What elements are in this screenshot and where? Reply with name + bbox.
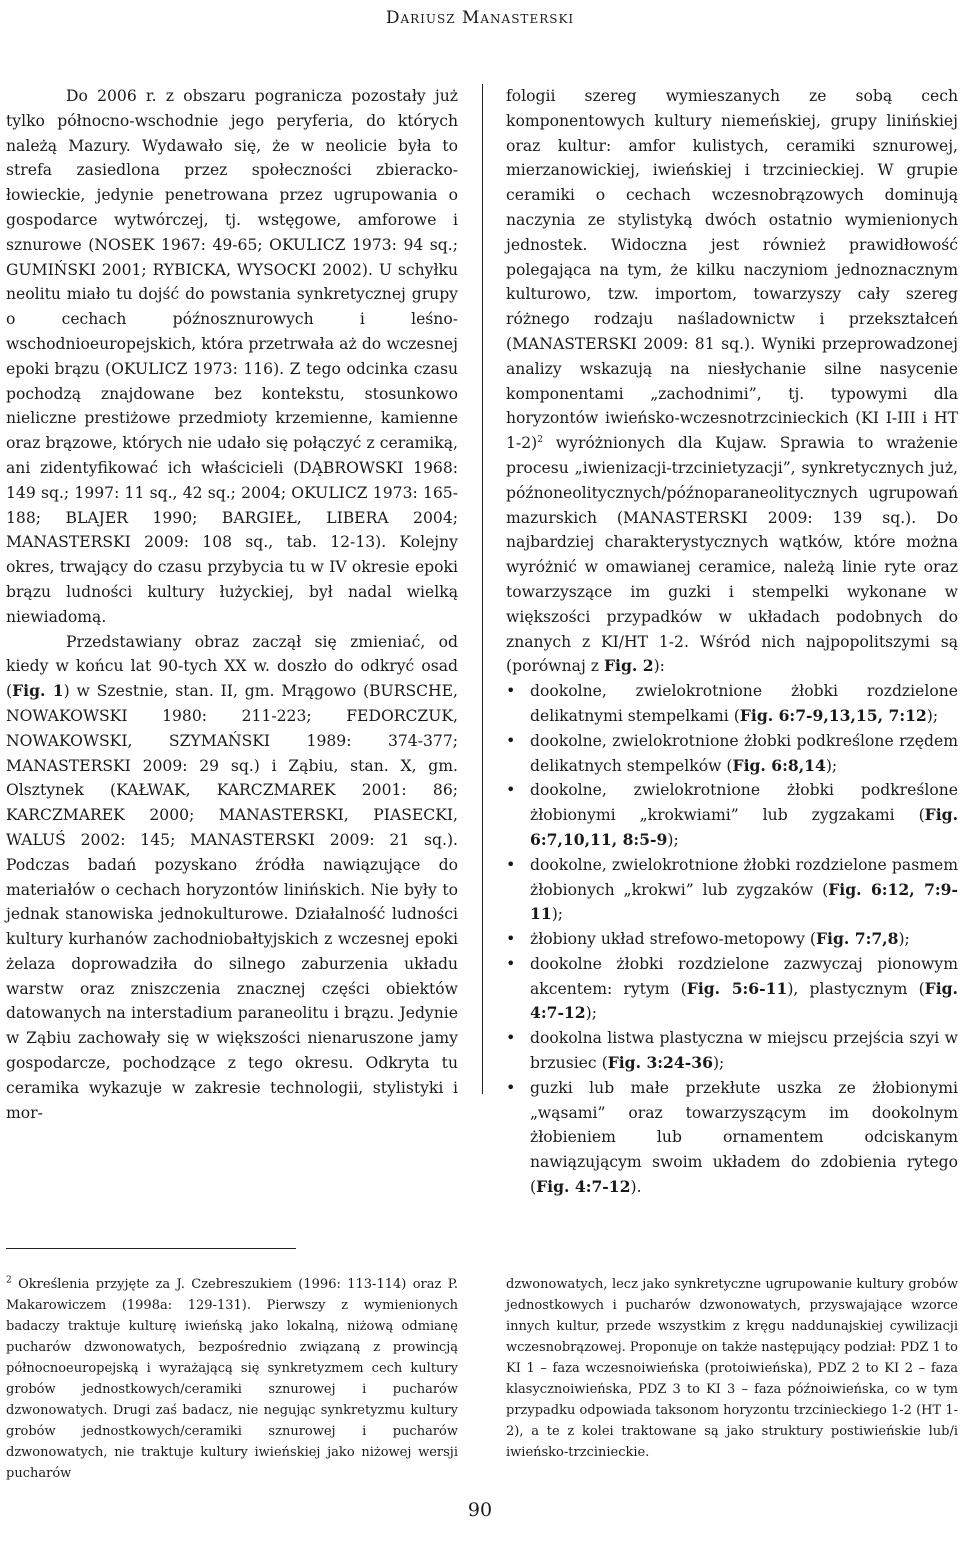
figure-reference: Fig. 2 — [603, 656, 654, 676]
list-item — [506, 679, 958, 729]
footnote-right — [506, 1274, 958, 1463]
item-text: dookolna listwa plastyczna w miejscu przejścia szyi w brzusiec ( — [530, 1029, 958, 1073]
figure-reference: Fig. 6:7-9,13,15, 7:12 — [739, 705, 927, 725]
item-text: ). — [630, 1178, 642, 1197]
item-text: dookolne żłobki rozdzielone zazwyczaj pionowym akcentem: rytym ( — [530, 954, 958, 998]
figure-reference: Fig. 6:12, 7:9-11 — [530, 879, 958, 924]
item-text: ); — [712, 1054, 725, 1073]
text-span: ): — [653, 657, 665, 676]
item-text: ); — [898, 930, 910, 949]
item-text: żłobiony układ strefowo-metopowy ( — [530, 930, 816, 949]
footnote-left — [6, 1274, 458, 1484]
left-column — [6, 84, 458, 1125]
item-text: ); — [551, 905, 564, 924]
figure-reference: Fig. 4:7-12 — [536, 1177, 631, 1197]
footnote-text: dzwonowatych, lecz jako synkretyczne ugrupowanie kultury grobów jednostkowych i pucharów dzwonowatych, przyswajające wzorce innych kultur, przede wszystkim z kręgu naddunajskiej cywilizacji wczesnobrązowej. Proponuje on także następujący podział: PDZ 1 to KI 1 – faza wczesnoiwieńska (protoiwieńska), PDZ 2 to KI 2 – faza klasycznoiwieńska, PDZ 3 to KI 3 – faza późnoiwieńska, co w tym przypadku odpowiada taksonom horyzontu trzcinieckiego 1-2 (HT 1-2), a te z kolei traktowane są jako struktury postiwieńskie lub/i iwieńsko-trzcinieckie. — [506, 1277, 958, 1460]
figure-reference: Fig. 7:7,8 — [815, 929, 899, 949]
list-item — [506, 729, 958, 779]
running-header: Dariusz Manasterski — [385, 8, 575, 28]
item-text: ); — [926, 706, 939, 725]
text-span: wyróżnionych dla Kujaw. Sprawia to wrażenie procesu „iwienizacji-trzcinietyzacji”, synkretycznych już, późnoneolitycznych/późnoparaneolitycznych ugrupowań mazurskich (MANASTERSKI 2009: 139 sq.). Do najbardziej charakterystycznych wątków, które można wyróżnić w omawianej ceramice, należą linie ryte oraz towarzyszące im guzki i stempelki wykonane w większości przypadków w układach podobnych do znanych z KI/HT 1-2. Wśród nich najpopolitszymi są (porównaj z — [506, 434, 958, 676]
item-text: ); — [585, 1004, 597, 1023]
text-span: Przedstawiany obraz zaczął się zmieniać, od kiedy w końcu lat 90-tych XX w. doszło do odkryć osad ( — [6, 632, 458, 701]
right-column — [506, 84, 958, 1200]
figure-reference: Fig. 6:7,10,11, 8:5-9 — [530, 805, 958, 849]
list-item — [506, 927, 958, 952]
column-divider — [482, 84, 483, 1094]
text-span: fologii szereg wymieszanych ze sobą cech komponentowych kultury niemeńskiej, grupy linińskiej oraz kultur: amfor kulistych, ceramiki sznurowej, mierzanowickiej, iwieńskiej i trzcinieckiej. W grupie ceramiki o cechach wczesnobrązowych dominują naczynia ze stylistyką dwóch ostatnio wymienionych jednostek. Widoczna jest również prawidłowość polegająca na tym, że kilku naczyniom jednoznacznym kulturowo, tzw. importom, towarzyszy cały szereg różnego rodzaju naśladownictw i przekształceń (MANASTERSKI 2009: 81 sq.). Wyniki przeprowadzonej analizy wskazują na niesłychanie silne nasycenie komponentami „zachodnimi”, tj. typowymi dla horyzontów iwieńsko-wczesnotrzcinieckich (KI I-III i HT 1-2) — [506, 87, 958, 453]
bullet-list — [506, 679, 958, 1200]
list-item — [506, 778, 958, 852]
footnote-number: 2 — [6, 1275, 12, 1286]
footnote-body: Określenia przyjęte za J. Czebreszukiem (1996: 113-114) oraz P. Makarowiczem (1998a: 129-131). Pierwszy z wymienionych badaczy traktuje kulturę iwieńską jako lokalną, niżową odmianę pucharów dzwonowatych, bezpośrednio związaną z prowincją północnoeuropejską i wyrażającą się synkretyzmem cech kultury grobów jednostkowych/ceramiki sznurowej i pucharów dzwonowatych. Drugi zaś badacz, nie negując synkretyzmu kultury grobów jednostkowych/ceramiki sznurowej i pucharów dzwonowatych, nie traktuje kultury iwieńskiej jako niżowej wersji pucharów — [6, 1277, 458, 1481]
list-item — [506, 853, 958, 927]
paragraph: Do 2006 r. z obszaru pogranicza pozostały już tylko północno-wschodnie jego peryferia, do których należą Mazury. Wydawało się, że w neolicie była to strefa zasiedlona przez społeczności zbieracko-łowieckie, jedynie penetrowana przez ugrupowania o gospodarce wytwórczej, tj. wstęgowe, amforowe i sznurowe (NOSEK 1967: 49-65; OKULICZ 1973: 94 sq.; GUMIŃSKI 2001; RYBICKA, WYSOCKI 2002). U schyłku neolitu miało tu dojść do powstania synkretycznej grupy o cechach późnosznurowych i leśno-wschodnioeuropejskich, która przetrwała aż do wczesnej epoki brązu (OKULICZ 1973: 116). Z tego odcinka czasu pochodzą znajdowane bez kontekstu, stosunkowo nieliczne prestiżowe przedmioty krzemienne, kamienne oraz brązowe, których nie udało się połączyć z ceramiką, ani zidentyfikować ich właścicieli (DĄBROWSKI 1968: 149 sq.; 1997: 11 sq., 42 sq.; 2004; OKULICZ 1973: 165-188; BLAJER 1990; BARGIEŁ, LIBERA 2004; MANASTERSKI 2009: 108 sq., tab. 12-13). Kolejny okres, trwający do czasu przybycia tu w IV okresie epoki brązu ludności kultury łużyckiej, był nadal wielką niewiadomą. — [6, 87, 458, 626]
item-text: ), plastycznym ( — [787, 979, 925, 998]
item-text: dookolne, zwielokrotnione żłobki podkreślone żłobionymi „krokwiami” lub zygzakami ( — [530, 781, 958, 825]
item-text: ); — [667, 830, 679, 849]
footnote-separator — [6, 1248, 296, 1249]
figure-reference: Fig. 6:8,14 — [732, 755, 826, 775]
figure-reference: Fig. 1 — [12, 681, 64, 701]
text-span: ) w Szestnie, stan. II, gm. Mrągowo (BURSCHE, NOWAKOWSKI 1980: 211-223; FEDORCZUK, NOWAKOWSKI, SZYMAŃSKI 1989: 374-377; MANASTERSKI 2009: 29 sq.) i Ząbiu, stan. X, gm. Olsztynek (KAŁWAK, KARCZMAREK 2001: 86; KARCZMAREK 2000; MANASTERSKI, PIASECKI, WALUŚ 2002: 145; MANASTERSKI 2009: 21 sq.). Podczas badań pozyskano źródła nawiązujące do materiałów o cechach horyzontów linińskich. Nie były to jednak stanowiska jednokulturowe. Działalność ludności kultury kurhanów zachodniobałtyjskich z wczesnej epoki żelaza doprowadziła do silnego zaburzenia układu warstw oraz zniszczenia znacznej części obiektów datowanych na interstadium paraneolitu i brązu. Jedynie w Ząbiu zachowały się w większości nienaruszone jamy gospodarcze, pochodzące z tego okresu. Odkryta tu ceramika wykazuje w zakresie technologii, stylistyki i mor- — [6, 682, 458, 1122]
item-text: guzki lub małe przekłute uszka ze żłobionymi „wąsami” oraz towarzyszącym im dookolnym żłobieniem lub ornamentem odciskanym nawiązującym swoim układem do zdobienia rytego ( — [530, 1078, 958, 1197]
figure-reference: Fig. 4:7-12 — [530, 978, 958, 1023]
figure-reference: Fig. 3:24-36 — [607, 1053, 713, 1073]
item-text: dookolne, zwielokrotnione żłobki rozdzielone delikatnymi stempelkami ( — [530, 682, 958, 725]
list-item — [506, 1076, 958, 1200]
paragraph — [6, 630, 458, 1126]
footnote-text — [6, 1274, 458, 1484]
page-number: 90 — [467, 1499, 493, 1521]
item-text: dookolne, zwielokrotnione żłobki podkreślone rzędem delikatnych stempelków ( — [530, 731, 958, 775]
footnote-marker: 2 — [537, 434, 543, 445]
figure-reference: Fig. 5:6-11 — [686, 978, 788, 998]
item-text: dookolne, zwielokrotnione żłobki rozdzielone pasmem żłobionych „krokwi” lub zygzaków ( — [530, 855, 958, 899]
list-item — [506, 1026, 958, 1076]
paragraph — [506, 84, 958, 679]
item-text: ); — [825, 756, 838, 775]
list-item — [506, 952, 958, 1026]
